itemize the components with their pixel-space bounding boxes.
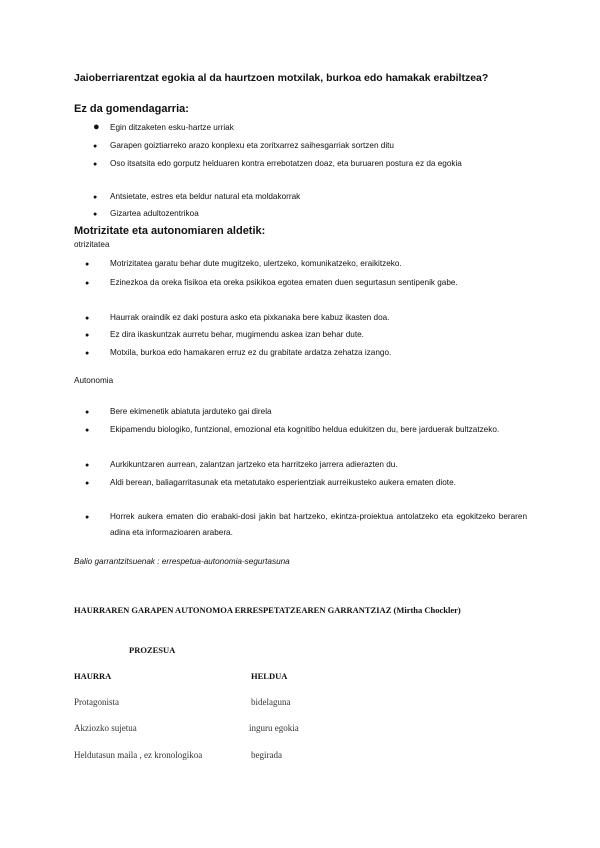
subheading-autonomy: Autonomia bbox=[74, 376, 114, 385]
bullet-icon: ● bbox=[85, 462, 90, 469]
table-cell-child: Akziozko sujetua bbox=[74, 723, 137, 733]
list-item: Egin ditzaketen esku-hartze urriak bbox=[110, 123, 234, 132]
list-item: Haurrak oraindik ez daki postura asko eta pixkanaka bere kabuz ikasten doa. bbox=[110, 313, 390, 322]
bullet-icon: ● bbox=[93, 211, 98, 218]
list-item: Aurkikuntzaren aurrean, zalantzan jartzeko eta harritzeko jarrera adierazten du. bbox=[110, 460, 398, 469]
list-item: Motxila, burkoa edo hamakaren erruz ez du grabitate ardatza zehatza izango. bbox=[110, 348, 392, 357]
bullet-icon: ● bbox=[93, 121, 100, 133]
list-item: Ez dira ikaskuntzak aurretu behar, mugimendu askea izan behar dute. bbox=[110, 330, 364, 339]
bullet-icon: ● bbox=[93, 194, 98, 201]
bullet-icon: ● bbox=[85, 280, 90, 287]
list-item: Motrizitatea garatu behar dute mugitzeko, ulertzeko, komunikatzeko, eraikitzeko. bbox=[110, 259, 402, 268]
list-item: Bere ekimenetik abiatuta jarduteko gai direla bbox=[110, 407, 272, 416]
column-header-adult: HELDUA bbox=[251, 671, 288, 681]
list-item: Gizartea adultozentrikoa bbox=[110, 209, 199, 218]
table-cell-child: Heldutasun maila , ez kronologikoa bbox=[74, 750, 203, 760]
bullet-icon: ● bbox=[85, 261, 90, 268]
subheading-motricity: otrizitatea bbox=[74, 240, 110, 249]
bullet-icon: ● bbox=[85, 409, 90, 416]
bullet-icon: ● bbox=[85, 480, 90, 487]
key-values-note: Balio garrantzitsuenak : errespetua-autonomia-segurtasuna bbox=[74, 557, 290, 566]
section-heading-motricity: Motrizitate eta autonomiaren aldetik: bbox=[74, 225, 266, 237]
bullet-icon: ● bbox=[85, 427, 90, 434]
column-header-child: HAURRA bbox=[74, 671, 112, 681]
list-item: Antsietate, estres eta beldur natural eta moldakorrak bbox=[110, 192, 301, 201]
section-heading-not-recommended: Ez da gomendagarria: bbox=[74, 103, 189, 115]
bullet-icon: ● bbox=[85, 315, 90, 322]
list-item: Oso itsatsita edo gorputz helduaren kontra errebotatzen doaz, eta buruaren postura ez da egokia bbox=[110, 159, 462, 168]
list-item: Ezinezkoa da oreka fisikoa eta oreka psikikoa egotea ematen duen segurtasun sentipenik gabe. bbox=[110, 278, 458, 287]
table-cell-child: Protagonista bbox=[74, 697, 119, 707]
section-title-autonomous-development: HAURRAREN GARAPEN AUTONOMOA ERRESPETATZEAREN GARRANTZIAZ (Mirtha Chockler) bbox=[74, 605, 461, 615]
list-item: Aldi berean, baliagarritasunak eta metatutako esperientziak aurreikusteko aukera ematen diote. bbox=[110, 478, 456, 487]
table-cell-adult: begirada bbox=[251, 750, 282, 760]
list-item: Horrek aukera ematen dio erabaki-dosi jakin bat hartzeko, ekintza-proiektua antolatzeko eta egokitzeko beraren adina eta informazioaren arabera. bbox=[110, 512, 527, 537]
table-cell-adult: bidelaguna bbox=[251, 697, 291, 707]
table-cell-adult: inguru egokia bbox=[249, 723, 299, 733]
bullet-icon: ● bbox=[85, 350, 90, 357]
page-title: Jaioberriarentzat egokia al da haurtzoen motxilak, burkoa edo hamakak erabiltzea? bbox=[74, 72, 489, 84]
list-item: Garapen goiztiarreko arazo konplexu eta zoritxarrez saihesgarriak sortzen ditu bbox=[110, 141, 394, 150]
bullet-icon: ● bbox=[93, 161, 98, 168]
bullet-icon: ● bbox=[85, 514, 90, 521]
process-label: PROZESUA bbox=[129, 645, 176, 655]
list-item: Ekipamendu biologiko, funtzional, emozional eta kognitibo heldua edukitzen du, bere jarduerak bultzatzeko. bbox=[110, 425, 500, 434]
bullet-icon: ● bbox=[85, 332, 90, 339]
bullet-icon: ● bbox=[93, 143, 98, 150]
